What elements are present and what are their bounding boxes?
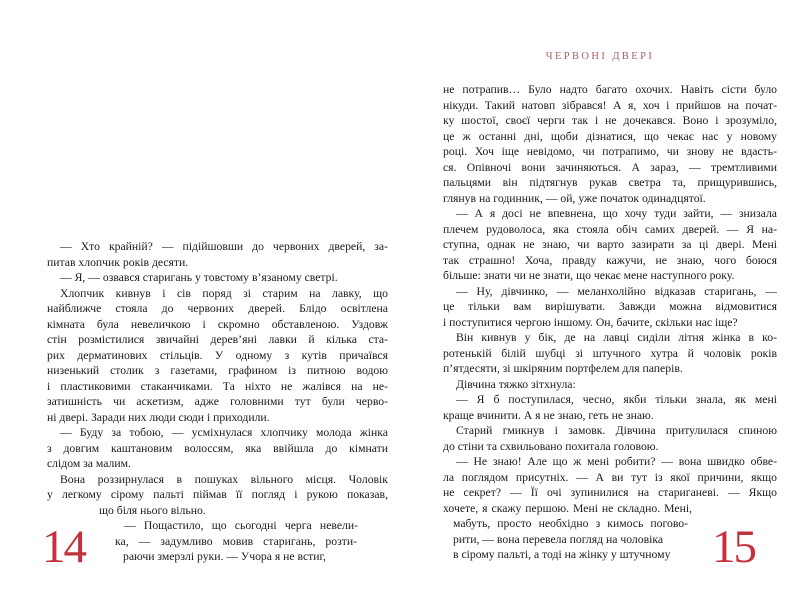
text-line: так страшно! Хоча, правду кажучи, не знаю, чого боюся: [443, 253, 777, 267]
running-header: ЧЕРВОНІ ДВЕРІ: [545, 51, 655, 62]
text-line: раючи змерзлі руки. — Учора я не встиг,: [123, 550, 326, 563]
text-line: до стіни та схвильовано похитала головою.: [443, 439, 659, 453]
text-line: з довгим каштановим волоссям, яка ввійшла до кімнати: [47, 441, 388, 455]
text-line: не секрет? — Її очі зупинилися на стариганеві. — Якщо: [443, 486, 777, 499]
text-line: рих дерматинових стільців. У одному з кутів причаївся: [47, 348, 388, 362]
text-line: плечем рудоволоса, яка стояла обіч самих дверей. — Я на-: [443, 222, 777, 236]
text-line: мабуть, просто необхідно з кимось погово-: [453, 517, 688, 530]
text-line: слідом за малим.: [47, 457, 131, 470]
text-line: Він кивнув у бік, де на лавці сиділи літня жінка в ко-: [456, 331, 777, 344]
text-line: пальцями він підтягнув рукав светра та, прищурившись,: [443, 176, 777, 189]
text-line: що біля нього вільно.: [99, 503, 206, 517]
text-line: — Пощастило, що сьогодні черга невели-: [124, 519, 358, 532]
text-line: найближче стояла до червоних дверей. Блідо освітлена: [47, 302, 388, 315]
text-line: низенький столик з газетами, графином із питною водою: [47, 364, 388, 377]
text-line: ла поглядом присутніх. — А ви тут із якої причини, якщо: [443, 470, 777, 484]
text-line: більше: знати чи не знати, що чекає мене наступного року.: [443, 269, 735, 282]
text-line: — Я, — озвався старигань у товстому в’язаному светрі.: [60, 271, 338, 284]
text-line: затишність чи аскетизм, адже головними тут були черво-: [47, 395, 388, 408]
text-line: ся. Опівночі вони зачиняються. А зараз, — тремтливими: [443, 160, 777, 174]
text-line: Старий гмикнув і замовк. Дівчина притулилася спиною: [456, 424, 777, 437]
text-line: стін розмістилися звичайні дерев’яні лавки й кілька ста-: [47, 333, 388, 346]
text-line: ка, — задумливо мовив старигань, розти-: [115, 534, 357, 548]
text-line: Вона роззирнулася в пошуках вільного місця. Чоловік: [60, 472, 388, 486]
text-line: в сірому пальті, а тоді на жінку у штучному: [453, 548, 671, 561]
text-line: рити, — вона перевела погляд на чоловіка: [453, 532, 664, 546]
text-line: ні двері. Заради них люди сюди і приходили.: [47, 410, 270, 424]
text-line: і поступитися чергою іншому. Он, бачите, скільки нас іще?: [443, 315, 738, 329]
page-number-left: 14: [42, 521, 85, 573]
text-line: — А я досі не впевнена, що хочу туди зайти, — знизала: [456, 207, 777, 220]
text-line: нікуди. Такий натовп зібрався! А я, хоч і прийшов на почат-: [443, 98, 777, 112]
page-number-right: 15: [712, 521, 755, 573]
text-line: хочете, я скажу першою. Мені не складно. Мені,: [443, 501, 692, 515]
text-line: ку шостої, своєї черги так і не дочекався. Воно і зрозуміло,: [443, 114, 777, 127]
text-line: глянув на годинник, — ой, уже початок одинадцятої.: [443, 191, 706, 205]
text-line: ротенькій білій шубці зі штучного хутра й чоловік років: [443, 346, 777, 360]
text-line: — Ну, дівчинко, — меланхолійно відказав старигань, —: [456, 284, 777, 298]
text-line: кімната була невеличкою і скромно обставленою. Уздовж: [47, 317, 388, 331]
text-line: — Не знаю! Але що ж мені робити? — вона швидко обве-: [456, 455, 777, 468]
text-line: це тільки вам вирішувати. Завжди можна відмовитися: [443, 300, 777, 313]
text-line: — Хто крайній? — підійшовши до червоних дверей, за-: [60, 240, 388, 253]
text-line: — Буду за тобою, — усміхнулася хлопчику молода жінка: [60, 426, 388, 439]
text-line: і пластиковими стаканчиками. Та ніхто не жалівся на не-: [47, 379, 388, 393]
text-line: це ж останні дні, щоби дізнатися, що чекає нас у новому: [443, 129, 777, 143]
text-line: не потрапив… Було надто багато охочих. Навіть сісти було: [443, 83, 777, 96]
page-left-text: [47, 239, 388, 565]
text-line: краще вчинити. А я не знаю, геть не знаю.: [443, 408, 654, 422]
text-line: ступна, однак не знаю, чи варто зазирати за ці двері. Мені: [443, 238, 777, 251]
text-line: п’ятдесяти, зі шкіряним портфелем для паперів.: [443, 362, 683, 375]
text-line: у легкому сірому пальті піймав її погляд і рукою показав,: [47, 488, 388, 501]
text-line: році. Хоч іще невідомо, чи потрапимо, чи знову не вдасть-: [443, 145, 777, 158]
text-line: Хлопчик кивнув і сів поряд зі старим на лавку, що: [60, 286, 388, 300]
text-line: — Я б поступилася, чесно, якби тільки знала, як мені: [456, 393, 777, 406]
text-line: Дівчина тяжко зітхнула:: [456, 377, 576, 391]
text-line: питав хлопчик років десяти.: [47, 255, 189, 269]
page-right-text: [443, 82, 777, 563]
